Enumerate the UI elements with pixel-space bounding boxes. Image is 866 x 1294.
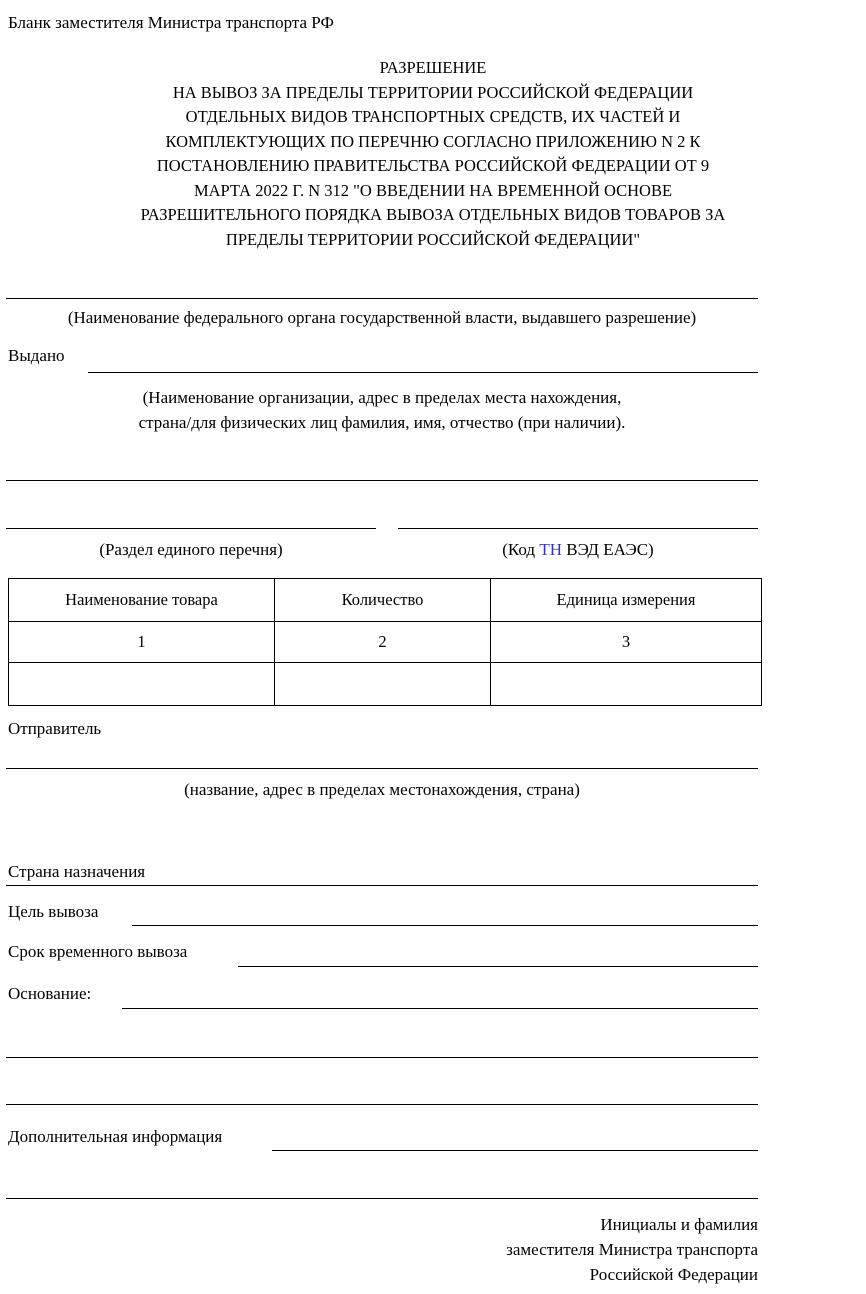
table-header-cell: Наименование товара (9, 579, 275, 622)
destination-rule (6, 885, 758, 886)
term-rule (238, 966, 758, 967)
table-number-row (9, 622, 762, 663)
code-caption (398, 538, 758, 562)
signature-line: заместителя Министра транспорта (506, 1240, 758, 1259)
additional-info-label: Дополнительная информация (8, 1127, 223, 1146)
table-number-cell: 2 (275, 622, 491, 663)
issued-to-label: Выдано (8, 346, 65, 365)
table-cell[interactable] (9, 663, 275, 706)
sender-caption: (название, адрес в пределах местонахождения, страна) (184, 780, 580, 799)
title-line: МАРТА 2022 Г. N 312 "О ВВЕДЕНИИ НА ВРЕМЕННОЙ ОСНОВЕ (193, 180, 673, 200)
table-row[interactable] (9, 663, 762, 706)
signature-line: Инициалы и фамилия (600, 1215, 758, 1234)
table-cell[interactable] (275, 663, 491, 706)
organization-caption-line2: страна/для физических лиц фамилия, имя, отчество (при наличии). (138, 413, 626, 432)
basis-rule-1 (122, 1008, 758, 1009)
section-caption: (Раздел единого перечня) (99, 540, 283, 559)
table-header-row (9, 579, 762, 622)
organization-caption-line1: (Наименование организации, адрес в пределах места нахождения, (142, 388, 622, 407)
table-cell[interactable] (491, 663, 762, 706)
title-line: РАЗРЕШЕНИЕ (379, 58, 487, 77)
title-line: ПОСТАНОВЛЕНИЮ ПРАВИТЕЛЬСТВА РОССИЙСКОЙ ФЕДЕРАЦИИ ОТ 9 (156, 156, 710, 175)
issued-to-rule (88, 372, 758, 373)
authority-caption: (Наименование федерального органа государственной власти, выдавшего разрешение) (67, 308, 697, 327)
additional-info-rule-2 (6, 1198, 758, 1199)
code-rule (398, 528, 758, 529)
basis-rule-2 (6, 1057, 758, 1058)
purpose-label: Цель вывоза (8, 902, 99, 921)
term-label: Срок временного вывоза (8, 942, 188, 961)
goods-table (8, 578, 762, 706)
table-number-cell: 3 (491, 622, 762, 663)
authority-rule (6, 298, 758, 299)
sender-label: Отправитель (8, 719, 102, 738)
table-header-cell: Единица измерения (491, 579, 762, 622)
table-header-cell: Количество (275, 579, 491, 622)
section-rule (6, 528, 376, 529)
title-line: ПРЕДЕЛЫ ТЕРРИТОРИИ РОССИЙСКОЙ ФЕДЕРАЦИИ" (225, 229, 641, 249)
signature-block (506, 1212, 758, 1287)
signature-line: Российской Федерации (589, 1265, 758, 1284)
additional-info-rule-1 (272, 1150, 758, 1151)
purpose-rule (132, 925, 758, 926)
sender-rule (6, 768, 758, 769)
destination-label: Страна назначения (8, 862, 146, 881)
title-line: НА ВЫВОЗ ЗА ПРЕДЕЛЫ ТЕРРИТОРИИ РОССИЙСКОЙ ФЕДЕРАЦИИ (172, 82, 694, 102)
blank-header: Бланк заместителя Министра транспорта РФ (8, 13, 334, 32)
basis-label: Основание: (8, 984, 92, 1003)
code-caption-suffix: ВЭД ЕАЭС) (562, 540, 654, 559)
organization-rule (6, 480, 758, 481)
code-caption-highlight: ТН (539, 540, 563, 559)
title-line: ОТДЕЛЬНЫХ ВИДОВ ТРАНСПОРТНЫХ СРЕДСТВ, ИХ ЧАСТЕЙ И (185, 107, 681, 126)
table-number-cell: 1 (9, 622, 275, 663)
code-caption-prefix: (Код (502, 540, 540, 559)
title-line: КОМПЛЕКТУЮЩИХ ПО ПЕРЕЧНЮ СОГЛАСНО ПРИЛОЖЕНИЮ N 2 К (165, 131, 701, 151)
title-line: РАЗРЕШИТЕЛЬНОГО ПОРЯДКА ВЫВОЗА ОТДЕЛЬНЫХ ВИДОВ ТОВАРОВ ЗА (140, 205, 726, 224)
basis-rule-3 (6, 1104, 758, 1105)
document-title (8, 56, 858, 252)
